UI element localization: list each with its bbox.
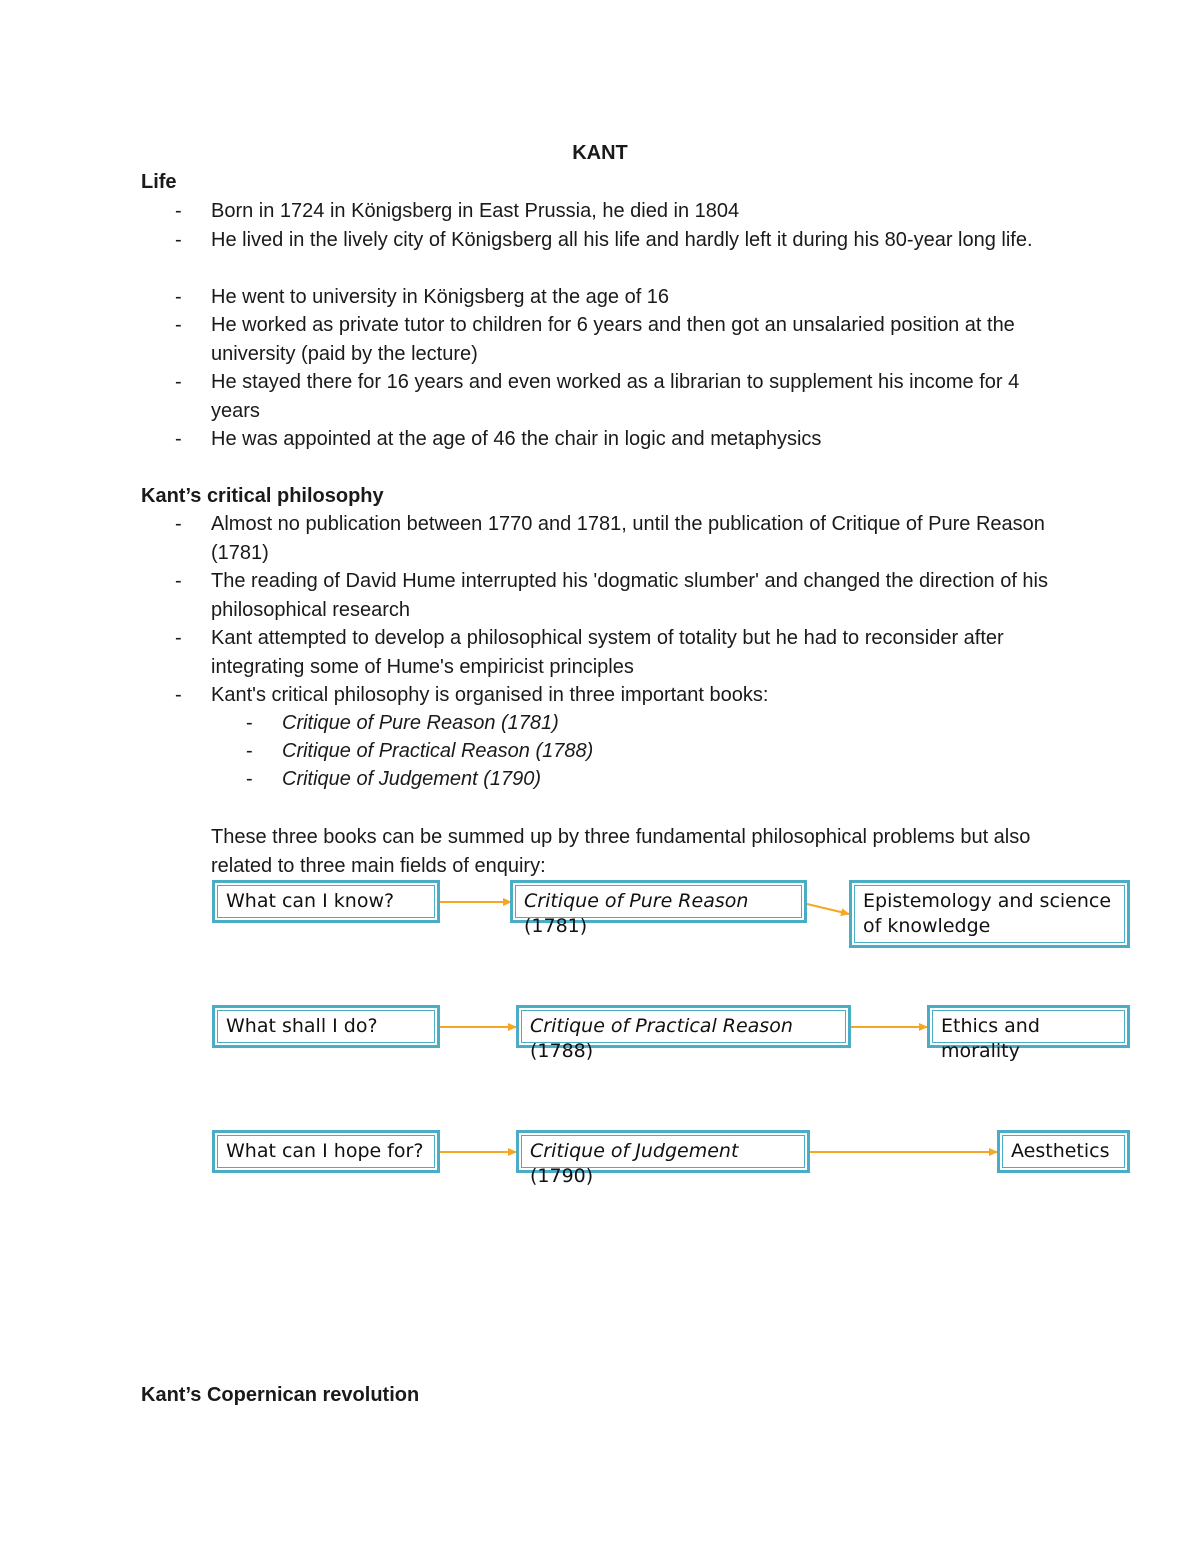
summary-paragraph: These three books can be summed up by three fundamental philosophical problems but also related to three main fields of enquiry: <box>211 826 1031 877</box>
bullet-dash: - <box>175 200 182 222</box>
list-item: - He went to university in Königsberg at the age of 16 <box>211 283 1071 312</box>
book-box: Critique of Judgement (1790) <box>516 1130 810 1173</box>
list-item: - He stayed there for 16 years and even worked as a librarian to supplement his income for 4 years <box>211 368 1071 425</box>
list-item: - He was appointed at the age of 46 the chair in logic and metaphysics <box>211 425 1071 454</box>
question-box: What shall I do? <box>212 1005 440 1048</box>
list-item: - Born in 1724 in Königsberg in East Prussia, he died in 1804 <box>211 197 1071 226</box>
bullet-dash: - <box>175 684 182 706</box>
bullet-dash: - <box>175 286 182 308</box>
bullet-dash: - <box>175 570 182 592</box>
bullet-dash: - <box>246 740 253 762</box>
book-box: Critique of Practical Reason (1788) <box>516 1005 851 1048</box>
question-box: What can I hope for? <box>212 1130 440 1173</box>
list-item: - He worked as private tutor to children for 6 years and then got an unsalaried position at the university (paid by the lecture) <box>211 311 1071 368</box>
bullet-dash: - <box>175 428 182 450</box>
list-item: - Kant's critical philosophy is organised in three important books: <box>211 681 1071 710</box>
bullet-dash: - <box>175 314 182 336</box>
arrow-book-to-field <box>807 904 849 914</box>
book-list-item: - Critique of Judgement (1790) <box>282 765 1062 794</box>
critical-philosophy-heading: Kant’s critical philosophy <box>141 485 384 507</box>
list-item: - Almost no publication between 1770 and 1781, until the publication of Critique of Pure Reason (1781) <box>211 510 1071 567</box>
bullet-dash: - <box>175 371 182 393</box>
bullet-dash: - <box>246 768 253 790</box>
life-heading: Life <box>141 171 177 193</box>
book-list-item: - Critique of Practical Reason (1788) <box>282 737 1062 766</box>
list-item: - The reading of David Hume interrupted his 'dogmatic slumber' and changed the direction of his philosophical research <box>211 567 1071 624</box>
book-box: Critique of Pure Reason (1781) <box>510 880 807 923</box>
bullet-dash: - <box>246 712 253 734</box>
field-box: Epistemology and science of knowledge <box>849 880 1130 948</box>
question-box: What can I know? <box>212 880 440 923</box>
list-item: - He lived in the lively city of Königsberg all his life and hardly left it during his 80-year long life. <box>211 226 1071 255</box>
field-box: Aesthetics <box>997 1130 1130 1173</box>
bullet-dash: - <box>175 513 182 535</box>
copernican-revolution-heading: Kant’s Copernican revolution <box>141 1384 420 1406</box>
bullet-dash: - <box>175 627 182 649</box>
page-title: KANT <box>572 142 628 164</box>
book-list-item: - Critique of Pure Reason (1781) <box>282 709 1062 738</box>
field-box: Ethics and morality <box>927 1005 1130 1048</box>
bullet-dash: - <box>175 229 182 251</box>
list-item: - Kant attempted to develop a philosophical system of totality but he had to reconsider after integrating some of Hume's empiricist principles <box>211 624 1071 681</box>
